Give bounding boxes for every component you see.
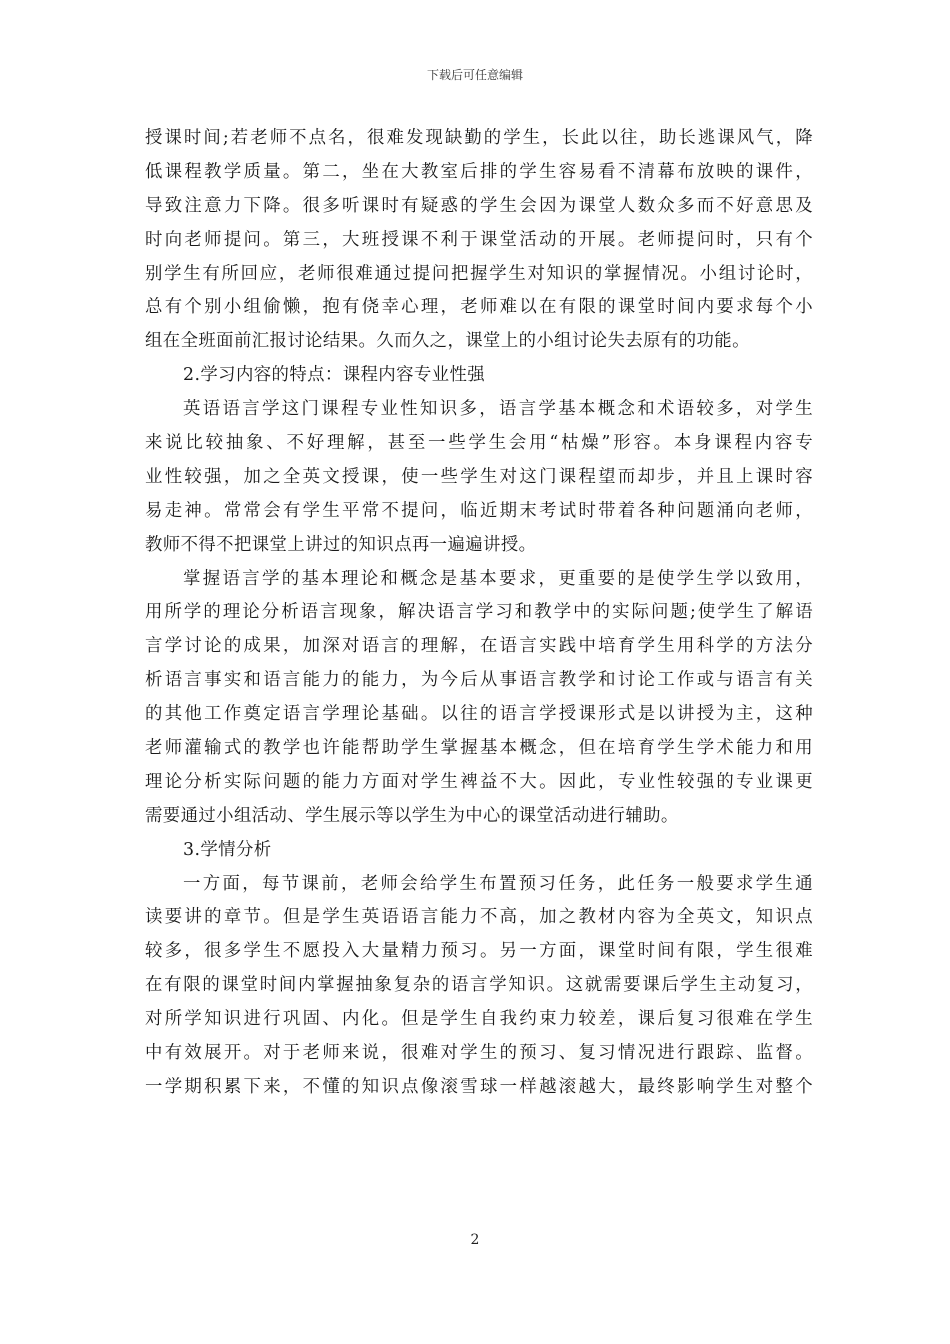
text-line: 3.学情分析	[183, 839, 272, 860]
text-line: 老师灌输式的教学也许能帮助学生掌握基本概念，但在培育学生学术能力和用	[145, 738, 813, 759]
text-line: 总有个别小组偷懒，抱有侥幸心理，老师难以在有限的课堂时间内要求每个小	[145, 297, 813, 318]
text-line: 一方面，每节课前，老师会给学生布置预习任务，此任务一般要求学生通	[183, 873, 813, 894]
text-line: 导致注意力下降。很多听课时有疑惑的学生会因为课堂人数众多而不好意思及	[145, 195, 813, 216]
text-line: 用所学的理论分析语言现象，解决语言学习和教学中的实际问题;使学生了解语	[145, 602, 813, 623]
text-line: 授课时间;若老师不点名，很难发现缺勤的学生，长此以往，助长逃课风气，降	[145, 128, 813, 148]
text-line: 掌握语言学的基本理论和概念是基本要求，更重要的是使学生学以致用，	[183, 568, 813, 589]
text-line: 中有效展开。对于老师来说，很难对学生的预习、复习情况进行跟踪、监督。	[145, 1043, 813, 1064]
text-line: 教师不得不把课堂上讲过的知识点再一遍遍讲授。	[145, 534, 537, 555]
text-line: 析语言事实和语言能力的能力，为今后从事语言教学和讨论工作或与语言有关	[145, 670, 813, 691]
text-line: 来说比较抽象、不好理解，甚至一些学生会用“枯燥”形容。本身课程内容专	[145, 433, 813, 454]
text-line: 2.学习内容的特点：课程内容专业性强	[183, 365, 486, 386]
text-line: 低课程教学质量。第二，坐在大教室后排的学生容易看不清幕布放映的课件，	[145, 161, 813, 182]
text-line: 的其他工作奠定语言学理论基础。以往的语言学授课形式是以讲授为主，这种	[145, 704, 813, 725]
text-line: 理论分析实际问题的能力方面对学生裨益不大。因此，专业性较强的专业课更	[145, 771, 813, 792]
text-line: 较多，很多学生不愿投入大量精力预习。另一方面，课堂时间有限，学生很难	[145, 941, 813, 962]
page-header: 下载后可任意编辑	[426, 68, 523, 82]
text-line: 读要讲的章节。但是学生英语语言能力不高，加之教材内容为全英文，知识点	[145, 907, 813, 928]
text-line: 业性较强，加之全英文授课，使一些学生对这门课程望而却步，并且上课时容	[145, 466, 813, 487]
text-line: 时向老师提问。第三，大班授课不利于课堂活动的开展。老师提问时，只有个	[145, 229, 813, 250]
page-number: 2	[470, 1232, 480, 1248]
text-line: 一学期积累下来，不懂的知识点像滚雪球一样越滚越大，最终影响学生对整个	[145, 1076, 813, 1097]
text-line: 别学生有所回应，老师很难通过提问把握学生对知识的掌握情况。小组讨论时，	[145, 263, 813, 284]
text-line: 需要通过小组活动、学生展示等以学生为中心的课堂活动进行辅助。	[145, 805, 679, 826]
text-line: 英语语言学这门课程专业性知识多，语言学基本概念和术语较多，对学生	[183, 399, 813, 420]
text-line: 组在全班面前汇报讨论结果。久而久之，课堂上的小组讨论失去原有的功能。	[145, 331, 750, 352]
text-line: 易走神。常常会有学生平常不提问，临近期末考试时带着各种问题涌向老师，	[145, 500, 813, 521]
text-line: 言学讨论的成果，加深对语言的理解，在语言实践中培育学生用科学的方法分	[145, 636, 813, 657]
text-line: 对所学知识进行巩固、内化。但是学生自我约束力较差，课后复习很难在学生	[145, 1009, 813, 1030]
document-body	[145, 122, 813, 1105]
text-line: 在有限的课堂时间内掌握抽象复杂的语言学知识。这就需要课后学生主动复习，	[145, 975, 813, 996]
